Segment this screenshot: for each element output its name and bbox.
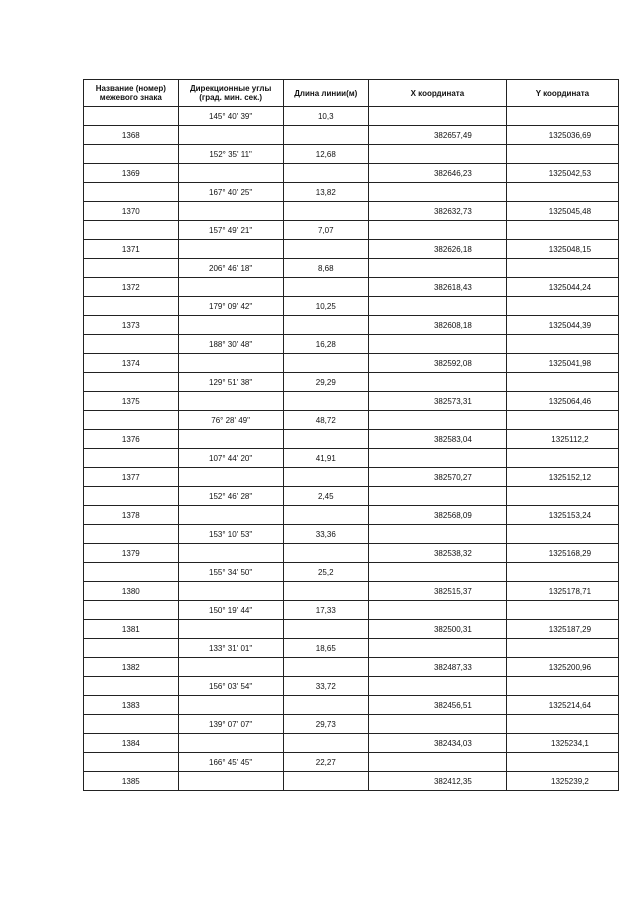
cell-direction-angle: 166° 45' 45" [178,753,283,772]
cell-x-coordinate [368,297,506,316]
cell-point-name [84,525,179,544]
cell-line-length: 17,33 [283,601,368,620]
cell-direction-angle [178,354,283,373]
cell-y-coordinate [506,221,618,240]
cell-direction-angle: 157° 49' 21" [178,221,283,240]
table-row-segment [84,563,619,582]
table-row-point [84,164,619,183]
cell-line-length [283,658,368,677]
cell-y-coordinate [506,525,618,544]
table-row-point [84,430,619,449]
table-row-segment [84,639,619,658]
cell-x-coordinate [368,715,506,734]
table-row-segment [84,373,619,392]
cell-line-length [283,392,368,411]
header-row [84,80,619,107]
cell-point-name: 1383 [84,696,179,715]
cell-point-name: 1382 [84,658,179,677]
cell-y-coordinate [506,297,618,316]
cell-line-length [283,202,368,221]
cell-point-name: 1380 [84,582,179,601]
cell-y-coordinate: 1325168,29 [506,544,618,563]
cell-point-name: 1372 [84,278,179,297]
cell-direction-angle [178,316,283,335]
cell-y-coordinate [506,335,618,354]
header-direction-angle-line2: (град. мин. сек.) [199,93,262,102]
cell-line-length [283,278,368,297]
cell-point-name [84,753,179,772]
cell-line-length [283,582,368,601]
cell-direction-angle [178,620,283,639]
cell-y-coordinate: 1325187,29 [506,620,618,639]
cell-y-coordinate [506,487,618,506]
cell-line-length: 33,36 [283,525,368,544]
header-x-coordinate: X координата [368,80,506,107]
cell-y-coordinate [506,563,618,582]
cell-y-coordinate [506,373,618,392]
cell-line-length: 41,91 [283,449,368,468]
cell-x-coordinate: 382456,51 [368,696,506,715]
cell-direction-angle: 188° 30' 48" [178,335,283,354]
table-row-point [84,544,619,563]
table-row-point [84,354,619,373]
cell-direction-angle: 167° 40' 25" [178,183,283,202]
cell-y-coordinate [506,715,618,734]
cell-line-length: 7,07 [283,221,368,240]
cell-point-name: 1375 [84,392,179,411]
cell-direction-angle: 150° 19' 44" [178,601,283,620]
cell-y-coordinate: 1325153,24 [506,506,618,525]
cell-direction-angle: 156° 03' 54" [178,677,283,696]
cell-y-coordinate: 1325042,53 [506,164,618,183]
cell-line-length: 16,28 [283,335,368,354]
cell-direction-angle: 206° 46' 18" [178,259,283,278]
cell-line-length: 29,73 [283,715,368,734]
cell-direction-angle: 153° 10' 53" [178,525,283,544]
table-row-point [84,316,619,335]
cell-line-length: 2,45 [283,487,368,506]
table-row-point [84,392,619,411]
cell-direction-angle [178,240,283,259]
cell-x-coordinate [368,145,506,164]
header-direction-angle [178,80,283,107]
cell-y-coordinate [506,639,618,658]
cell-point-name: 1374 [84,354,179,373]
cell-y-coordinate: 1325044,39 [506,316,618,335]
cell-point-name: 1379 [84,544,179,563]
cell-point-name: 1376 [84,430,179,449]
cell-x-coordinate [368,221,506,240]
cell-x-coordinate: 382434,03 [368,734,506,753]
cell-x-coordinate [368,335,506,354]
cell-direction-angle [178,582,283,601]
cell-point-name: 1377 [84,468,179,487]
cell-point-name: 1371 [84,240,179,259]
table-row-segment [84,715,619,734]
cell-point-name [84,183,179,202]
cell-x-coordinate [368,525,506,544]
cell-x-coordinate [368,487,506,506]
cell-x-coordinate [368,601,506,620]
header-line-length: Длина линии(м) [283,80,368,107]
cell-y-coordinate: 1325044,24 [506,278,618,297]
cell-line-length: 13,82 [283,183,368,202]
cell-y-coordinate [506,183,618,202]
cell-direction-angle [178,506,283,525]
cell-direction-angle [178,278,283,297]
cell-y-coordinate [506,753,618,772]
cell-direction-angle: 107° 44' 20" [178,449,283,468]
table-row-segment [84,335,619,354]
table-row-segment [84,297,619,316]
table-row-segment [84,145,619,164]
cell-x-coordinate [368,259,506,278]
cell-x-coordinate: 382570,27 [368,468,506,487]
table-header [84,80,619,107]
table-row-point [84,278,619,297]
cell-x-coordinate [368,563,506,582]
cell-x-coordinate: 382500,31 [368,620,506,639]
cell-line-length: 29,29 [283,373,368,392]
cell-y-coordinate: 1325048,15 [506,240,618,259]
cell-y-coordinate: 1325041,98 [506,354,618,373]
table-row-segment [84,677,619,696]
cell-y-coordinate: 1325239,2 [506,772,618,791]
cell-point-name [84,411,179,430]
cell-y-coordinate: 1325234,1 [506,734,618,753]
cell-point-name [84,335,179,354]
cell-line-length: 12,68 [283,145,368,164]
cell-y-coordinate [506,259,618,278]
cell-line-length [283,316,368,335]
cell-line-length: 8,68 [283,259,368,278]
cell-direction-angle: 76° 28' 49" [178,411,283,430]
cell-line-length: 18,65 [283,639,368,658]
cell-x-coordinate: 382626,18 [368,240,506,259]
cell-y-coordinate [506,449,618,468]
cell-y-coordinate [506,107,618,126]
cell-x-coordinate [368,449,506,468]
table-row-segment [84,487,619,506]
cell-direction-angle [178,658,283,677]
table-row-point [84,506,619,525]
cell-y-coordinate: 1325178,71 [506,582,618,601]
cell-direction-angle: 179° 09' 42" [178,297,283,316]
cell-line-length: 33,72 [283,677,368,696]
cell-x-coordinate: 382618,43 [368,278,506,297]
cell-x-coordinate: 382608,18 [368,316,506,335]
cell-x-coordinate: 382583,04 [368,430,506,449]
cell-point-name [84,715,179,734]
cell-line-length: 10,3 [283,107,368,126]
cell-point-name: 1378 [84,506,179,525]
table-row-segment [84,259,619,278]
table-row-point [84,734,619,753]
header-y-coordinate: Y координата [506,80,618,107]
table-row-point [84,620,619,639]
cell-line-length [283,620,368,639]
cell-y-coordinate [506,601,618,620]
cell-direction-angle [178,392,283,411]
cell-x-coordinate [368,183,506,202]
cell-line-length [283,506,368,525]
cell-y-coordinate [506,677,618,696]
cell-x-coordinate [368,639,506,658]
cell-line-length [283,240,368,259]
cell-direction-angle [178,468,283,487]
table-row-point [84,696,619,715]
cell-x-coordinate: 382657,49 [368,126,506,145]
cell-x-coordinate [368,677,506,696]
table-row-point [84,658,619,677]
cell-point-name: 1384 [84,734,179,753]
cell-y-coordinate [506,145,618,164]
cell-point-name [84,107,179,126]
cell-line-length: 10,25 [283,297,368,316]
cell-line-length [283,468,368,487]
cell-line-length [283,164,368,183]
cell-y-coordinate: 1325112,2 [506,430,618,449]
cell-direction-angle [178,734,283,753]
table-row-segment [84,107,619,126]
cell-line-length [283,734,368,753]
cell-y-coordinate: 1325152,12 [506,468,618,487]
cell-point-name [84,487,179,506]
cell-direction-angle: 129° 51' 38" [178,373,283,392]
cell-x-coordinate: 382573,31 [368,392,506,411]
cell-direction-angle: 133° 31' 01" [178,639,283,658]
cell-x-coordinate: 382568,09 [368,506,506,525]
table-row-point [84,772,619,791]
cell-x-coordinate: 382515,37 [368,582,506,601]
header-point-name-line2: межевого знака [99,93,162,102]
cell-x-coordinate [368,411,506,430]
table-row-point [84,468,619,487]
cell-direction-angle: 152° 46' 28" [178,487,283,506]
table-body [84,107,619,791]
cell-x-coordinate: 382592,08 [368,354,506,373]
cell-x-coordinate: 382487,33 [368,658,506,677]
cell-direction-angle [178,772,283,791]
cell-point-name [84,563,179,582]
cell-line-length: 22,27 [283,753,368,772]
boundary-coordinates-table [83,79,619,791]
cell-line-length [283,696,368,715]
cell-x-coordinate [368,107,506,126]
cell-x-coordinate [368,373,506,392]
cell-y-coordinate: 1325036,69 [506,126,618,145]
cell-point-name [84,297,179,316]
cell-point-name: 1370 [84,202,179,221]
header-point-name [84,80,179,107]
cell-x-coordinate: 382646,23 [368,164,506,183]
cell-x-coordinate: 382412,35 [368,772,506,791]
cell-point-name: 1373 [84,316,179,335]
cell-point-name [84,145,179,164]
cell-direction-angle [178,696,283,715]
cell-direction-angle [178,126,283,145]
cell-direction-angle [178,430,283,449]
cell-point-name [84,259,179,278]
table-row-segment [84,525,619,544]
cell-line-length [283,126,368,145]
table-row-segment [84,601,619,620]
cell-point-name [84,639,179,658]
cell-line-length [283,430,368,449]
cell-y-coordinate: 1325064,46 [506,392,618,411]
cell-direction-angle: 152° 35' 11" [178,145,283,164]
cell-line-length: 48,72 [283,411,368,430]
cell-line-length: 25,2 [283,563,368,582]
cell-point-name: 1369 [84,164,179,183]
cell-y-coordinate: 1325214,64 [506,696,618,715]
cell-line-length [283,354,368,373]
table-row-segment [84,449,619,468]
header-point-name-line1: Название (номер) [95,84,166,93]
cell-x-coordinate [368,753,506,772]
table-row-segment [84,183,619,202]
table-row-point [84,240,619,259]
cell-x-coordinate: 382538,32 [368,544,506,563]
cell-line-length [283,544,368,563]
table-row-point [84,126,619,145]
cell-point-name [84,449,179,468]
cell-x-coordinate: 382632,73 [368,202,506,221]
cell-line-length [283,772,368,791]
table-row-segment [84,221,619,240]
cell-y-coordinate: 1325045,48 [506,202,618,221]
cell-point-name: 1385 [84,772,179,791]
cell-direction-angle: 155° 34' 50" [178,563,283,582]
cell-direction-angle [178,164,283,183]
cell-direction-angle [178,202,283,221]
table-row-segment [84,753,619,772]
cell-point-name: 1381 [84,620,179,639]
cell-point-name [84,221,179,240]
cell-point-name [84,601,179,620]
cell-point-name [84,677,179,696]
table-row-point [84,582,619,601]
table-row-point [84,202,619,221]
table-row-segment [84,411,619,430]
cell-y-coordinate [506,411,618,430]
cell-point-name: 1368 [84,126,179,145]
cell-point-name [84,373,179,392]
cell-y-coordinate: 1325200,96 [506,658,618,677]
cell-direction-angle: 139° 07' 07" [178,715,283,734]
cell-direction-angle: 145° 40' 39" [178,107,283,126]
header-direction-angle-line1: Дирекционные углы [189,84,272,93]
cell-direction-angle [178,544,283,563]
